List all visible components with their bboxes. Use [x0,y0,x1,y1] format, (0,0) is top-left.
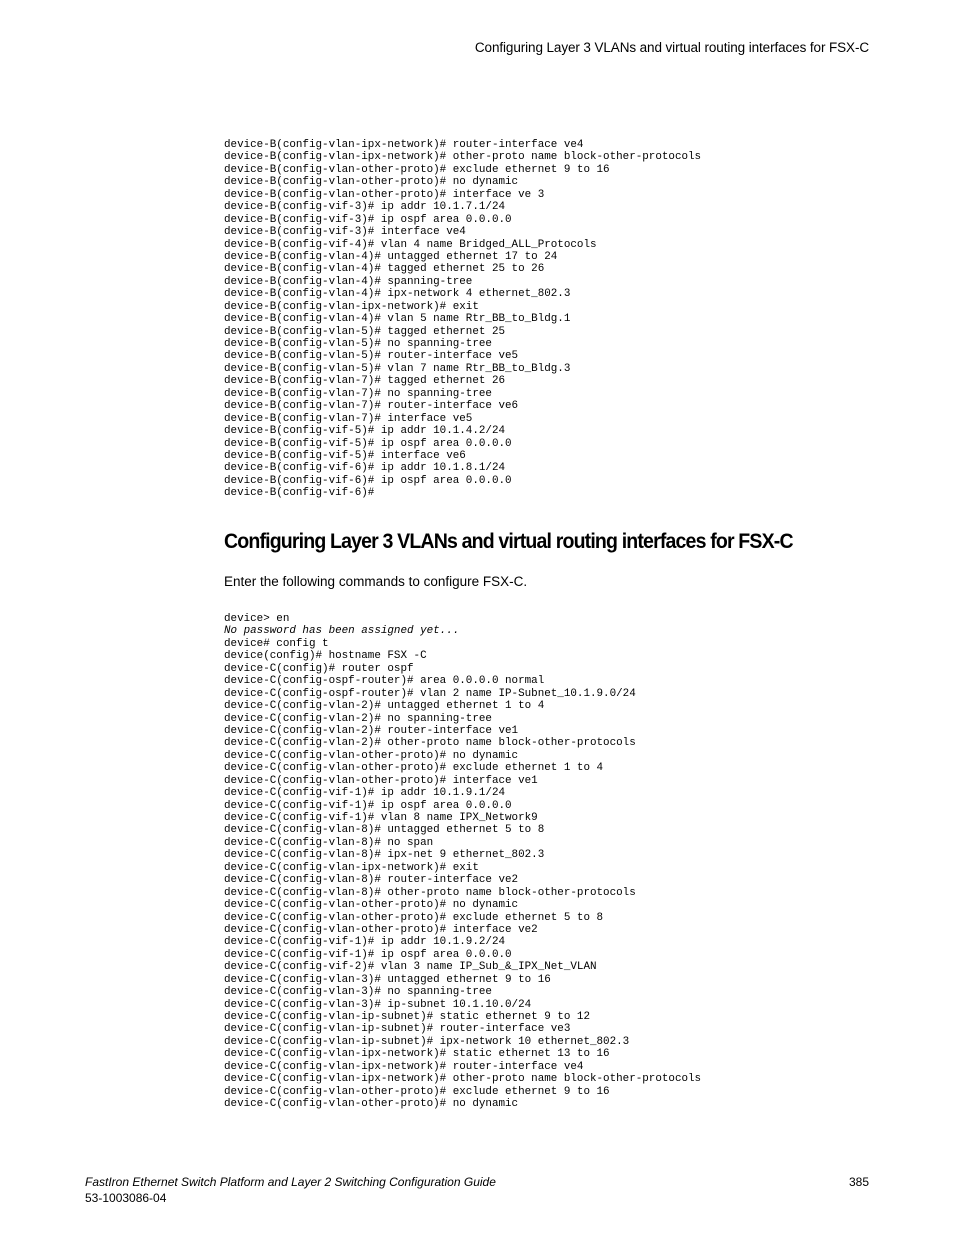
code-line: device-B(config-vlan-7)# tagged ethernet 26 [224,375,506,388]
code-line: device-C(config-vlan-other-proto)# exclude ethernet 1 to 4 [224,762,604,775]
code-line: device-B(config-vlan-ipx-network)# other-proto name block-other-protocols [224,151,702,164]
code-block-device-b [224,139,701,500]
code-line: device-B(config-vif-3)# ip addr 10.1.7.1/24 [224,201,506,214]
code-line: device-C(config-vlan-2)# router-interface ve1 [224,724,519,737]
code-line: device-C(config-vif-1)# ip ospf area 0.0.0.0 [224,948,512,961]
code-line: device-B(config-vlan-5)# tagged ethernet 25 [224,325,506,338]
code-line: device-B(config-vlan-7)# no spanning-tree [224,387,492,400]
code-line: device-B(config-vlan-5)# no spanning-tree [224,338,492,350]
code-line: device-C(config-vlan-2)# no spanning-tree [224,712,492,725]
code-line: device-C(config-vlan-8)# ipx-net 9 ethernet_802.3 [224,849,545,862]
code-line: device-C(config-vlan-8)# untagged ethernet 5 to 8 [224,824,545,837]
code-line: device-B(config-vif-5)# ip addr 10.1.4.2/24 [224,425,506,438]
code-line: device-C(config-vif-1)# ip addr 10.1.9.2/24 [224,936,506,949]
code-line: device-C(config-vlan-2)# untagged ethernet 1 to 4 [224,700,545,713]
code-line: device-C(config-ospf-router)# area 0.0.0.0 normal [224,675,545,688]
code-line: device-B(config-vlan-ipx-network)# exit [224,300,479,313]
code-line: device-C(config-vlan-other-proto)# no dynamic [224,1098,519,1111]
code-line: device-C(config-vlan-other-proto)# interface ve1 [224,774,538,787]
code-line: device-C(config-vlan-8)# router-interface ve2 [224,874,519,887]
code-line: device-C(config-vlan-ipx-network)# static ethernet 13 to 16 [224,1048,610,1061]
footer-doc-number: 53-1003086-04 [85,1191,167,1205]
code-line: device-C(config-ospf-router)# vlan 2 name IP-Subnet_10.1.9.0/24 [224,687,636,700]
code-line: device-C(config-vlan-ip-subnet)# ipx-network 10 ethernet_802.3 [224,1035,630,1048]
code-line: device-B(config-vlan-other-proto)# interface ve 3 [224,188,545,201]
code-line: device-B(config-vif-4)# vlan 4 name Bridged_ALL_Protocols [224,238,597,251]
code-line: device# config t [224,637,329,650]
code-line: device-C(config-vlan-3)# ip-subnet 10.1.10.0/24 [224,998,532,1011]
code-line: device-B(config-vlan-ipx-network)# router-interface ve4 [224,139,584,151]
code-line: device-C(config-vlan-2)# other-proto name block-other-protocols [224,737,636,750]
code-line: device-C(config-vlan-other-proto)# exclude ethernet 5 to 8 [224,911,604,924]
section-intro: Enter the following commands to configure FSX-C. [224,574,528,589]
code-line: device-B(config-vlan-4)# vlan 5 name Rtr_BB_to_Bldg.1 [224,313,571,326]
code-line: device-B(config-vlan-other-proto)# no dynamic [224,176,519,189]
code-line: device-C(config-vif-1)# ip addr 10.1.9.1/24 [224,787,506,800]
code-line: device-C(config-vlan-ip-subnet)# static ethernet 9 to 12 [224,1011,590,1023]
code-line: device-B(config-vlan-7)# router-interface ve6 [224,400,519,413]
code-line: device-C(config-vlan-ipx-network)# other-proto name block-other-protocols [224,1073,702,1086]
code-line: device-C(config-vlan-other-proto)# no dynamic [224,749,519,762]
code-line: device-C(config-vlan-ipx-network)# router-interface ve4 [224,1060,584,1073]
code-line: device-C(config-vlan-ip-subnet)# router-interface ve3 [224,1023,571,1036]
code-line: device> en [224,613,290,625]
page-number: 385 [848,1175,869,1189]
code-line: device-B(config-vif-6)# ip addr 10.1.8.1/24 [224,462,506,475]
code-line: device-C(config-vlan-other-proto)# exclude ethernet 9 to 16 [224,1085,610,1098]
section-heading: Configuring Layer 3 VLANs and virtual routing interfaces for FSX-C [224,530,793,553]
code-line: No password has been assigned yet... [224,625,460,638]
code-line: device-B(config-vif-5)# ip ospf area 0.0.0.0 [224,437,512,450]
code-line: device-B(config-vlan-5)# vlan 7 name Rtr_BB_to_Bldg.3 [224,362,571,375]
code-line: device-B(config-vif-3)# interface ve4 [224,226,466,239]
code-line: device-C(config-vlan-8)# no span [224,836,434,849]
code-line: device-B(config-vlan-other-proto)# exclude ethernet 9 to 16 [224,163,610,176]
code-line: device-B(config-vlan-5)# router-interface ve5 [224,350,519,363]
code-line: device(config)# hostname FSX -C [224,650,427,663]
code-line: device-C(config-vlan-3)# untagged ethernet 9 to 16 [224,973,551,986]
code-line: device-C(config-vlan-other-proto)# interface ve2 [224,923,538,936]
code-line: device-B(config-vlan-4)# tagged ethernet 25 to 26 [224,263,545,276]
code-line: device-B(config-vif-3)# ip ospf area 0.0.0.0 [224,213,512,226]
code-line: device-C(config-vlan-8)# other-proto name block-other-protocols [224,886,636,899]
code-line: device-C(config-vlan-3)# no spanning-tree [224,986,492,999]
code-line: device-C(config)# router ospf [224,662,414,675]
code-line: device-B(config-vif-6)# [224,487,375,500]
code-line: device-C(config-vlan-ipx-network)# exit [224,861,479,874]
code-line: device-C(config-vlan-other-proto)# no dynamic [224,899,519,912]
code-line: device-C(config-vif-1)# vlan 8 name IPX_Network9 [224,812,538,824]
code-line: device-B(config-vif-5)# interface ve6 [224,449,466,462]
code-line: device-C(config-vif-1)# ip ospf area 0.0.0.0 [224,799,512,812]
code-block-device-c [224,613,701,1111]
footer-guide-title: FastIron Ethernet Switch Platform and Layer 2 Switching Configuration Guide [85,1175,496,1189]
code-line: device-B(config-vlan-7)# interface ve5 [224,412,473,425]
code-line: device-C(config-vif-2)# vlan 3 name IP_Sub_&_IPX_Net_VLAN [224,961,597,974]
running-header: Configuring Layer 3 VLANs and virtual routing interfaces for FSX-C [474,40,869,55]
code-line: device-B(config-vlan-4)# untagged ethernet 17 to 24 [224,250,558,263]
code-line: device-B(config-vif-6)# ip ospf area 0.0.0.0 [224,474,512,487]
code-line: device-B(config-vlan-4)# ipx-network 4 ethernet_802.3 [224,288,571,301]
code-line: device-B(config-vlan-4)# spanning-tree [224,275,473,288]
